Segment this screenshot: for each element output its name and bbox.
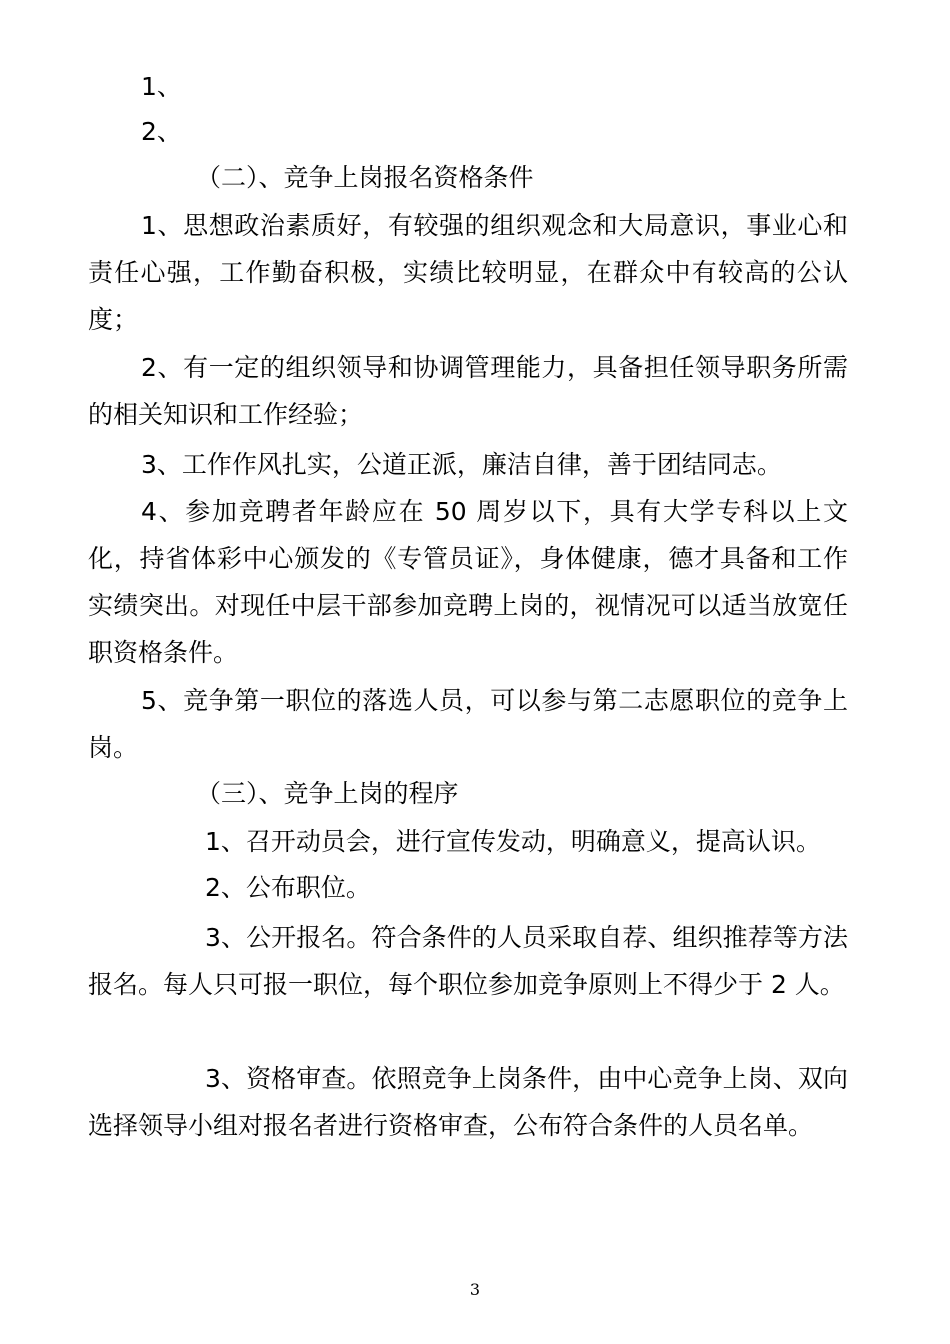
paragraph: 2、公布职位。 xyxy=(205,873,371,902)
paragraph: 5、竞争第一职位的落选人员，可以参与第二志愿职位的竞争上岗。 xyxy=(88,686,848,762)
page-number: 3 xyxy=(469,1280,481,1299)
paragraph: 3、工作作风扎实，公道正派，廉洁自律，善于团结同志。 xyxy=(141,450,782,479)
paragraph: 2、有一定的组织领导和协调管理能力，具备担任领导职务所需的相关知识和工作经验； xyxy=(88,353,848,429)
paragraph: 1、召开动员会，进行宣传发动，明确意义，提高认识。 xyxy=(205,827,821,856)
paragraph: 3、资格审查。依照竞争上岗条件，由中心竞争上岗、双向选择领导小组对报名者进行资格审查，公布符合条件的人员名单。 xyxy=(88,1064,848,1140)
paragraph: 3、公开报名。符合条件的人员采取自荐、组织推荐等方法报名。每人只可报一职位，每个职位参加竞争原则上不得少于 2 人。 xyxy=(88,923,848,999)
section-heading: （三）、竞争上岗的程序 xyxy=(196,779,459,808)
section-heading: （二）、竞争上岗报名资格条件 xyxy=(196,163,534,192)
paragraph: 1、思想政治素质好，有较强的组织观念和大局意识，事业心和责任心强，工作勤奋积极，实绩比较明显，在群众中有较高的公认度； xyxy=(88,211,848,334)
list-item: 1、 xyxy=(141,72,182,101)
list-item: 2、 xyxy=(141,117,182,146)
paragraph: 4、参加竞聘者年龄应在 50 周岁以下，具有大学专科以上文化，持省体彩中心颁发的《专管员证》，身体健康，德才具备和工作实绩突出。对现任中层干部参加竞聘上岗的，视情况可以适当放宽任职资格条件。 xyxy=(88,497,848,667)
